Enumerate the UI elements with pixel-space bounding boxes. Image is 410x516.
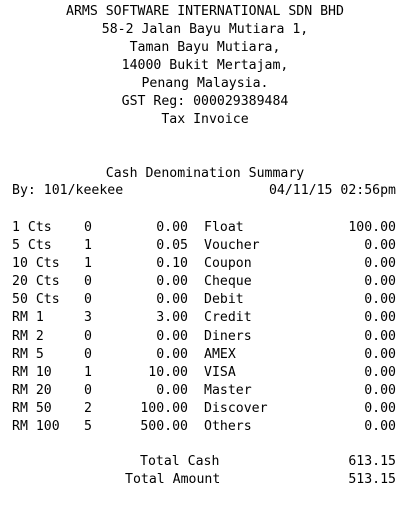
company-name: ARMS SOFTWARE INTERNATIONAL SDN BHD bbox=[66, 4, 344, 19]
table-row bbox=[0, 273, 410, 291]
table-row bbox=[0, 219, 410, 237]
denomination-count: 0 bbox=[84, 382, 92, 398]
denomination-amount: 500.00 bbox=[140, 419, 188, 435]
denomination-amount: 0.00 bbox=[156, 328, 188, 344]
denomination-label: RM 100 bbox=[12, 419, 60, 435]
total-cash-label: Total Cash bbox=[140, 454, 220, 469]
table-row bbox=[0, 291, 410, 309]
payment-type-label: AMEX bbox=[204, 346, 236, 362]
denomination-count: 1 bbox=[84, 256, 92, 272]
denomination-count: 2 bbox=[84, 400, 92, 416]
denomination-label: RM 50 bbox=[12, 400, 52, 416]
denomination-label: RM 20 bbox=[12, 382, 52, 398]
payment-type-label: Others bbox=[204, 419, 252, 435]
total-cash-value: 613.15 bbox=[348, 454, 396, 469]
denomination-label: RM 2 bbox=[12, 328, 44, 344]
payment-type-amount: 0.00 bbox=[364, 346, 396, 362]
payment-type-amount: 0.00 bbox=[364, 274, 396, 290]
denomination-amount: 10.00 bbox=[148, 364, 188, 380]
payment-type-label: Voucher bbox=[204, 238, 260, 254]
denomination-count: 5 bbox=[84, 419, 92, 435]
address-line-4: Penang Malaysia. bbox=[141, 76, 269, 91]
summary-title: Cash Denomination Summary bbox=[105, 166, 305, 181]
denomination-amount: 0.00 bbox=[156, 292, 188, 308]
denomination-amount: 0.00 bbox=[156, 220, 188, 235]
report-datetime: 04/11/15 02:56pm bbox=[268, 183, 396, 198]
payment-type-amount: 0.00 bbox=[364, 256, 396, 272]
payment-type-amount: 0.00 bbox=[364, 292, 396, 308]
payment-type-label: VISA bbox=[204, 364, 236, 380]
denomination-table bbox=[0, 219, 410, 436]
payment-type-label: Cheque bbox=[204, 274, 252, 290]
total-amount-value: 513.15 bbox=[348, 472, 396, 487]
denomination-count: 0 bbox=[84, 274, 92, 290]
document-type: Tax Invoice bbox=[161, 112, 249, 127]
denomination-amount: 0.00 bbox=[156, 274, 188, 290]
table-row bbox=[0, 418, 410, 436]
denomination-count: 1 bbox=[84, 238, 92, 254]
payment-type-amount: 0.00 bbox=[364, 364, 396, 380]
payment-type-amount: 0.00 bbox=[364, 238, 396, 254]
table-row bbox=[0, 346, 410, 364]
denomination-count: 3 bbox=[84, 310, 92, 326]
denomination-amount: 0.00 bbox=[156, 382, 188, 398]
denomination-amount: 0.10 bbox=[156, 256, 188, 272]
denomination-label: 20 Cts bbox=[12, 274, 60, 290]
payment-type-label: Coupon bbox=[204, 256, 252, 272]
table-row bbox=[0, 328, 410, 346]
table-row bbox=[0, 237, 410, 255]
table-row bbox=[0, 309, 410, 327]
denomination-label: RM 10 bbox=[12, 364, 52, 380]
payment-type-label: Float bbox=[204, 220, 244, 235]
payment-type-amount: 0.00 bbox=[364, 328, 396, 344]
denomination-amount: 3.00 bbox=[156, 310, 188, 326]
gst-registration: GST Reg: 000029389484 bbox=[121, 94, 289, 109]
table-row bbox=[0, 364, 410, 382]
denomination-label: 10 Cts bbox=[12, 256, 60, 272]
address-line-2: Taman Bayu Mutiara, bbox=[129, 40, 281, 55]
denomination-count: 0 bbox=[84, 220, 92, 235]
denomination-amount: 100.00 bbox=[140, 400, 188, 416]
denomination-label: RM 5 bbox=[12, 346, 44, 362]
denomination-amount: 0.05 bbox=[156, 238, 188, 254]
address-line-1: 58-2 Jalan Bayu Mutiara 1, bbox=[101, 22, 309, 37]
payment-type-amount: 0.00 bbox=[364, 400, 396, 416]
payment-type-label: Debit bbox=[204, 292, 244, 308]
payment-type-label: Diners bbox=[204, 328, 252, 344]
denomination-count: 0 bbox=[84, 346, 92, 362]
denomination-label: 1 Cts bbox=[12, 220, 52, 235]
address-line-3: 14000 Bukit Mertajam, bbox=[121, 58, 289, 73]
payment-type-label: Master bbox=[204, 382, 252, 398]
payment-type-label: Discover bbox=[204, 400, 268, 416]
denomination-count: 0 bbox=[84, 292, 92, 308]
denomination-label: RM 1 bbox=[12, 310, 44, 326]
denomination-count: 0 bbox=[84, 328, 92, 344]
payment-type-amount: 0.00 bbox=[364, 382, 396, 398]
payment-type-amount: 0.00 bbox=[364, 419, 396, 435]
denomination-count: 1 bbox=[84, 364, 92, 380]
table-row bbox=[0, 382, 410, 400]
table-row bbox=[0, 255, 410, 273]
cashier-id: By: 101/keekee bbox=[12, 183, 124, 198]
payment-type-label: Credit bbox=[204, 310, 252, 326]
payment-type-amount: 100.00 bbox=[348, 220, 396, 235]
denomination-amount: 0.00 bbox=[156, 346, 188, 362]
total-amount-label: Total Amount bbox=[125, 472, 221, 487]
payment-type-amount: 0.00 bbox=[364, 310, 396, 326]
denomination-label: 50 Cts bbox=[12, 292, 60, 308]
table-row bbox=[0, 400, 410, 418]
denomination-label: 5 Cts bbox=[12, 238, 52, 254]
